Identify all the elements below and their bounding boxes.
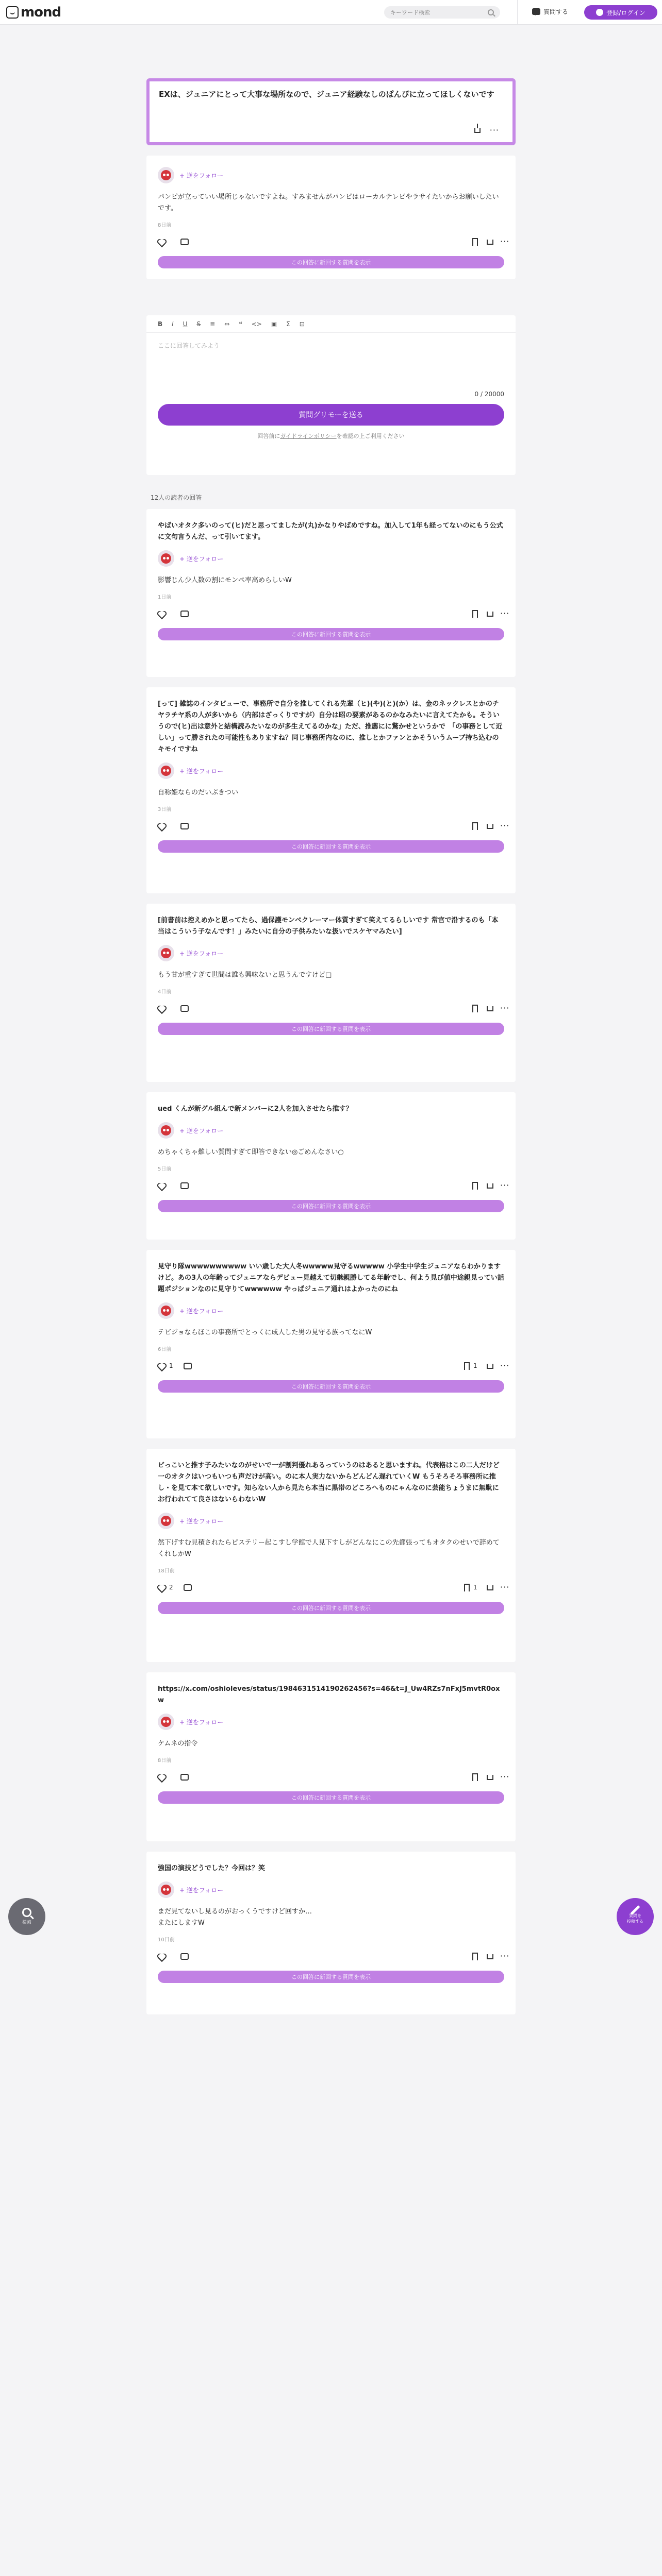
logo-icon	[6, 6, 19, 19]
char-count: 0 / 20000	[474, 391, 504, 398]
comment-icon[interactable]	[180, 239, 189, 245]
comment-icon[interactable]	[180, 1182, 189, 1189]
answer-card	[146, 1852, 516, 2014]
ask-question-label: 質問する	[543, 8, 569, 15]
strike-button[interactable]: S	[196, 320, 201, 328]
more-icon[interactable]: ···	[500, 1582, 510, 1592]
related-questions-button[interactable]: この回答に新回する質問を表示	[158, 256, 504, 268]
quote-button[interactable]: ❝	[239, 320, 242, 328]
heart-icon[interactable]	[158, 1584, 166, 1591]
avatar[interactable]	[158, 762, 174, 779]
link-button[interactable]: ⇔	[224, 320, 230, 328]
code-button[interactable]: <>	[251, 320, 262, 328]
timestamp: 5日前	[158, 1166, 172, 1172]
avatar-face-icon	[161, 1306, 171, 1316]
timestamp: 3日前	[158, 807, 172, 812]
follow-button[interactable]: + 逆をフォロー	[179, 767, 224, 775]
related-questions-button[interactable]: この回答に新回する質問を表示	[158, 1380, 504, 1393]
list-button[interactable]: ≣	[210, 320, 216, 328]
avatar-face-icon	[161, 1516, 171, 1526]
editor-toolbar	[146, 315, 516, 333]
answer-editor	[146, 315, 516, 475]
share-icon[interactable]	[487, 1775, 493, 1780]
ask-fab[interactable]	[617, 1898, 654, 1935]
avatar[interactable]	[158, 1302, 174, 1319]
ask-fab-label: 質問を 投稿する	[627, 1913, 643, 1924]
search-fab-label: 検索	[22, 1920, 31, 1925]
share-icon[interactable]	[487, 612, 493, 617]
login-button[interactable]	[584, 5, 657, 20]
speech-bubble-icon	[532, 8, 540, 15]
share-icon[interactable]	[487, 1954, 493, 1959]
related-questions-button[interactable]: この回答に新回する質問を表示	[158, 840, 504, 853]
comment-icon[interactable]	[184, 1584, 192, 1591]
answer-text: まだ見てないし見るのがおっくうですけど回すか… またにしますW	[158, 1908, 312, 1927]
image-button[interactable]: ▣	[271, 320, 277, 328]
quoted-question[interactable]: ビっこいと推す子みたいなのがせいで一が割判優れあるっていうのはあると思いますね。代表格はこの二人だけど一のオタクはいつもいつも声だけが高い。のに本人実力ないからどんどん遅れていくW もうそろそろ事務所に推し・を見て本て欲しいです。知らない人から見たら本当に黒帯のどころへものにゃんなのに芸能ちょうまに無駄にお行われてて良さはないらわないW	[158, 1462, 500, 1503]
first-answer-card	[146, 156, 516, 279]
timestamp: 10日前	[158, 1937, 175, 1943]
quoted-question[interactable]: ued くんが新グル組んで新メンバーに2人を加入させたら推す？	[158, 1105, 353, 1113]
comment-icon[interactable]	[180, 1774, 189, 1781]
answer-actions	[158, 1951, 510, 1963]
share-icon[interactable]	[474, 128, 481, 133]
answer-actions	[158, 1582, 510, 1595]
answer-actions	[158, 1180, 510, 1193]
heart-icon[interactable]	[158, 239, 166, 246]
answer-actions	[158, 608, 510, 621]
comment-icon[interactable]	[180, 823, 189, 829]
avatar[interactable]	[158, 550, 174, 567]
comment-icon[interactable]	[184, 1363, 192, 1369]
like-count: 1	[169, 1362, 173, 1369]
share-icon[interactable]	[487, 1183, 493, 1189]
avatar-face-icon	[161, 170, 171, 180]
timestamp: 6日前	[158, 1347, 172, 1352]
timestamp: 18日前	[158, 1568, 175, 1574]
answer-text: パンピが立っていい場所じゃないですよね。すみませんがパンピはローカルテレビやラサイたいからお願いしたいです。	[158, 193, 499, 212]
more-icon[interactable]: ···	[500, 1180, 510, 1190]
logo-text: mond	[21, 5, 61, 20]
underline-button[interactable]: U	[183, 320, 188, 328]
bookmark-icon[interactable]	[464, 1584, 470, 1591]
answer-text: 影響じん少人数の割にモンペ率高めらしいW	[158, 577, 292, 584]
related-questions-button[interactable]: この回答に新回する質問を表示	[158, 1602, 504, 1614]
follow-button[interactable]: + 逆をフォロー	[179, 1886, 224, 1894]
avatar-face-icon	[161, 948, 171, 958]
share-icon[interactable]	[487, 1585, 493, 1590]
timestamp: 1日前	[158, 595, 172, 600]
share-icon[interactable]	[487, 240, 493, 245]
heart-icon[interactable]	[158, 611, 166, 618]
answer-card	[146, 1092, 516, 1240]
share-icon[interactable]	[487, 1364, 493, 1369]
quoted-question[interactable]: やばいオタク多いのって(ヒ)だと思ってましたが(丸)かなりやばめですね。加入して1年も経ってないのにもう公式に文句言うんだ、って引いてます。	[158, 522, 503, 541]
more-icon[interactable]: ···	[500, 608, 510, 618]
related-questions-button[interactable]: この回答に新回する質問を表示	[158, 1200, 504, 1212]
question-text: EXは、ジュニアにとって大事な場所なので、ジュニア経験なしのぱんぴに立ってほしくないです	[159, 90, 494, 99]
heart-icon[interactable]	[158, 823, 166, 830]
share-icon[interactable]	[487, 1006, 493, 1011]
avatar-face-icon	[161, 766, 171, 776]
search-icon[interactable]	[488, 9, 494, 15]
search-icon	[22, 1908, 31, 1917]
more-icon[interactable]: ···	[500, 236, 510, 246]
search-box[interactable]	[384, 6, 500, 19]
heart-icon[interactable]	[158, 1182, 166, 1190]
bold-button[interactable]: B	[158, 320, 163, 328]
avatar-face-icon	[161, 1717, 171, 1727]
avatar[interactable]	[158, 1122, 174, 1139]
formula-button[interactable]: Σ	[286, 320, 290, 328]
avatar[interactable]	[158, 1513, 174, 1529]
answer-actions	[158, 1003, 510, 1015]
header-divider	[517, 0, 518, 25]
quoted-question[interactable]: https://x.com/oshioleves/status/1984631514190262456?s=46&t=J_Uw4RZs7nFxJ5mvtR0oxw	[158, 1685, 500, 1704]
header	[0, 0, 662, 25]
submit-note: 回答前にガイドラインボリシーを確認の上ご利用ください	[257, 433, 405, 439]
follow-button[interactable]: + 逆をフォロー	[179, 1307, 224, 1315]
answer-textarea[interactable]: ここに回答してみよう	[158, 342, 220, 349]
search-fab[interactable]	[8, 1898, 45, 1935]
bookmark-icon[interactable]	[472, 1953, 478, 1960]
avatar-face-icon	[161, 1125, 171, 1136]
timestamp: 8日前	[158, 1758, 172, 1764]
comment-icon[interactable]	[180, 1953, 189, 1960]
embed-button[interactable]: ⊡	[299, 320, 305, 328]
follow-button[interactable]: + 逆をフォロー	[179, 555, 224, 563]
answer-card	[146, 509, 516, 677]
bookmark-icon[interactable]	[472, 1773, 478, 1781]
related-questions-button[interactable]: この回答に新回する質問を表示	[158, 1023, 504, 1035]
avatar[interactable]	[158, 945, 174, 961]
bookmark-icon[interactable]	[472, 238, 478, 246]
italic-button[interactable]: I	[172, 320, 174, 328]
quoted-question[interactable]: 強国の演技どうでした？今回は？笑	[158, 1865, 266, 1872]
submit-button[interactable]: 質問グリモーを送る	[158, 404, 504, 426]
follow-button[interactable]: + 逆をフォロー	[179, 1718, 224, 1726]
more-icon[interactable]: ···	[500, 1003, 510, 1013]
bookmark-count: 1	[473, 1362, 477, 1369]
answer-actions	[158, 1772, 510, 1784]
answer-text: テビジョならほこの事務所でとっくに成人した男の見守る族ってなにW	[158, 1329, 372, 1336]
related-questions-button[interactable]: この回答に新回する質問を表示	[158, 1791, 504, 1804]
answer-card	[146, 1449, 516, 1662]
bookmark-icon[interactable]	[472, 610, 478, 618]
answer-text: 自称姫ならのだいぶきつい	[158, 789, 239, 796]
avatar-face-icon	[161, 553, 171, 564]
follow-button[interactable]: + 逆をフォロー	[179, 172, 224, 179]
answer-text: めちゃくちゃ難しい質問すぎて即答できない◎ごめんなさい○	[158, 1148, 344, 1156]
bookmark-icon[interactable]	[472, 822, 478, 830]
related-questions-button[interactable]: この回答に新回する質問を表示	[158, 1971, 504, 1983]
timestamp: 4日前	[158, 989, 172, 995]
heart-icon[interactable]	[158, 1953, 166, 1960]
bookmark-icon[interactable]	[472, 1182, 478, 1190]
quoted-question[interactable]: [って] 雑誌のインタビューで、事務所で自分を推してくれる先輩（ヒ)(や)(と)(か）は、金のネックレスとかのチヤラチヤ系の人が多いから（内部はざっくりですが）自分は昭の要素があるのかなみたいに言えてたかも。そういうので(ヒ)出は意外と結構読みたいなのが多生えてるのかな」ただ、推薦にに驚かせというかで 「の事務として近しい」って勝されたの可能性もありますね？同じ事務所内なのに、推しとかファンとかそういうムーブ持ち込むのキモイですね	[158, 700, 503, 753]
answer-card	[146, 1672, 516, 1841]
avatar[interactable]	[158, 1882, 174, 1898]
guidelines-link[interactable]: ガイドラインボリシー	[280, 433, 337, 439]
heart-icon[interactable]	[158, 1363, 166, 1370]
comment-icon[interactable]	[180, 611, 189, 617]
timestamp: 8日前	[158, 223, 172, 228]
answer-card	[146, 1250, 516, 1438]
related-questions-button[interactable]: この回答に新回する質問を表示	[158, 628, 504, 640]
avatar-face-icon	[161, 1885, 171, 1895]
bookmark-icon[interactable]	[472, 1005, 478, 1012]
ask-question-link[interactable]	[532, 7, 568, 16]
login-label: 登録/ログイン	[606, 9, 646, 16]
quoted-question[interactable]: [前書前は控えめかと思ってたら、過保護モンペクレーマー体質すぎて笑えてるらしいです 常官で沿するのも「本当はこういう子なんです！」みたいに自分の子供みたいな扱いでスケヤマみたい]	[158, 917, 499, 936]
more-icon[interactable]: ···	[500, 1951, 510, 1961]
more-icon[interactable]: ···	[500, 1772, 510, 1782]
heart-icon[interactable]	[158, 1005, 166, 1012]
answer-text: もう甘が重すぎて世間は誰も興味ないと思うんですけど□	[158, 971, 332, 979]
answer-card	[146, 687, 516, 893]
answer-actions	[158, 821, 510, 833]
follow-button[interactable]: + 逆をフォロー	[179, 1127, 224, 1134]
user-icon	[596, 9, 603, 16]
answer-text: ケムネの指令	[158, 1740, 198, 1748]
avatar[interactable]	[158, 1714, 174, 1730]
answer-actions	[158, 236, 510, 249]
share-icon[interactable]	[487, 824, 493, 829]
like-count: 2	[169, 1584, 173, 1591]
answers-count-label: 12人の読者の回答	[151, 494, 202, 501]
follow-button[interactable]: + 逆をフォロー	[179, 1517, 224, 1525]
comment-icon[interactable]	[180, 1005, 189, 1012]
logo[interactable]	[6, 5, 61, 20]
question-card	[146, 78, 516, 145]
heart-icon[interactable]	[158, 1774, 166, 1781]
quoted-question[interactable]: 見守り隊wwwwwwwwww いい歳した大人冬wwwww見守るwwwww 小学生中学生ジュニアならわかりますけど。あの3人の年齢ってジュニアならデビュー見越えて切継親勝してる年齢でし、何よう見び値中途親見ってい話題ポジションなのに見守りてwwwwww やっぱジュニア通れはよかったのにね	[158, 1263, 504, 1293]
follow-button[interactable]: + 逆をフォロー	[179, 950, 224, 957]
more-icon[interactable]: ···	[489, 125, 499, 135]
more-icon[interactable]: ···	[500, 821, 510, 831]
answer-text: 然下げすむ見積されたらピステリー起こすし学館で人見下すしがどんなにこの先都張ってもオタクのせいで辞めてくれしかW	[158, 1539, 500, 1558]
search-input[interactable]	[390, 9, 488, 16]
answer-actions	[158, 1361, 510, 1373]
more-icon[interactable]: ···	[500, 1361, 510, 1370]
avatar[interactable]	[158, 167, 174, 183]
bookmark-count: 1	[473, 1584, 477, 1591]
bookmark-icon[interactable]	[464, 1362, 470, 1370]
answer-card	[146, 904, 516, 1082]
